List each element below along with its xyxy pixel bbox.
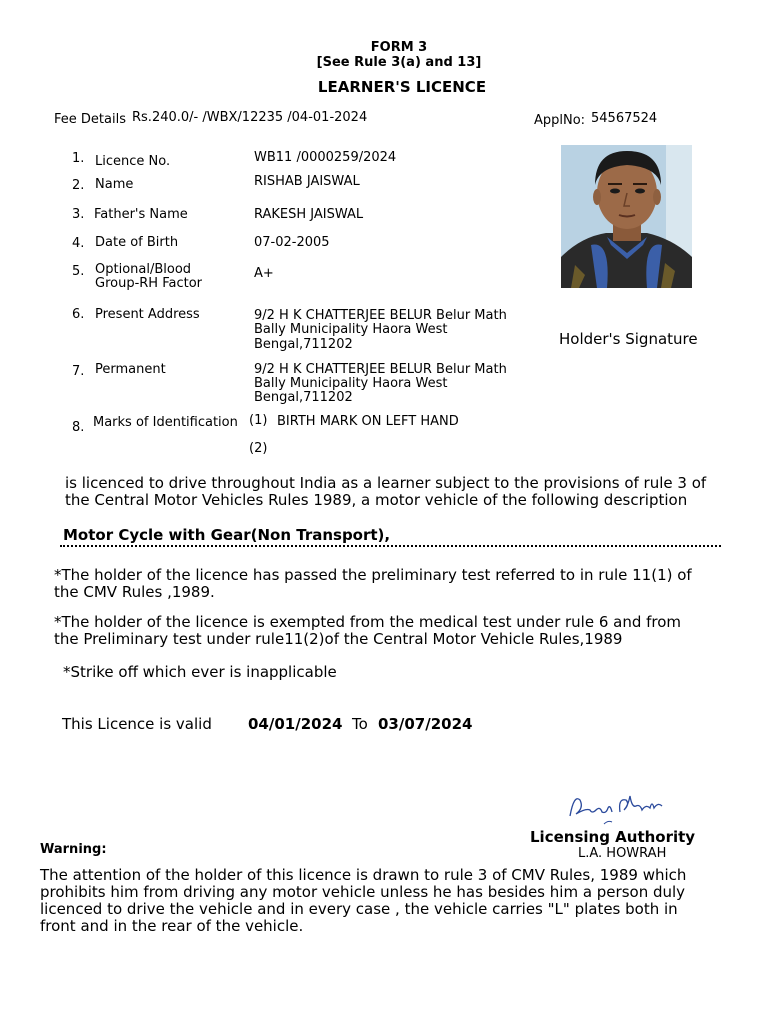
licence-no-label: Licence No. xyxy=(95,154,171,169)
mark-index-2: (2) xyxy=(249,441,268,456)
vehicle-class: Motor Cycle with Gear(Non Transport), xyxy=(63,526,391,544)
validity-label: This Licence is valid xyxy=(62,715,212,733)
body-line-2: the Central Motor Vehicles Rules 1989, a motor vehicle of the following description xyxy=(65,491,688,509)
field-number: 1. xyxy=(72,151,85,166)
dotted-rule xyxy=(60,545,721,547)
mark-index-1: (1) xyxy=(249,413,268,428)
appl-no-value: 54567524 xyxy=(591,111,658,126)
dob-label: Date of Birth xyxy=(95,235,179,250)
note-2-line-2: the Preliminary test under rule11(2)of the Central Motor Vehicle Rules,1989 xyxy=(54,630,623,648)
field-number: 4. xyxy=(72,236,85,251)
licensing-authority-title: Licensing Authority xyxy=(530,828,696,846)
field-number: 6. xyxy=(72,307,85,322)
form-number: FORM 3 xyxy=(370,40,428,55)
present-address-line: 9/2 H K CHATTERJEE BELUR Belur Math xyxy=(254,308,507,323)
name-value: RISHAB JAISWAL xyxy=(254,174,360,189)
note-1-line-2: the CMV Rules ,1989. xyxy=(54,583,215,601)
present-address-line: Bengal,711202 xyxy=(254,337,353,352)
blood-group-value: A+ xyxy=(254,266,274,281)
appl-no-label: ApplNo: xyxy=(534,113,586,128)
form-title: LEARNER'S LICENCE xyxy=(317,78,487,96)
form-rule-ref: [See Rule 3(a) and 13] xyxy=(316,55,482,70)
warning-line: licenced to drive the vehicle and in every case , the vehicle carries "L" plates both in xyxy=(40,900,678,918)
validity-from: 04/01/2024 xyxy=(248,715,343,733)
fee-details-label: Fee Details xyxy=(54,112,126,127)
blood-group-label-line1: Optional/Blood xyxy=(95,262,192,277)
blood-group-label-line2: Group-RH Factor xyxy=(95,276,203,291)
permanent-address-line: 9/2 H K CHATTERJEE BELUR Belur Math xyxy=(254,362,507,377)
fathers-name-value: RAKESH JAISWAL xyxy=(254,207,364,222)
permanent-address-label: Permanent xyxy=(95,362,166,377)
authority-signature xyxy=(566,790,666,826)
warning-line: The attention of the holder of this licence is drawn to rule 3 of CMV Rules, 1989 which xyxy=(40,866,687,884)
mark-text-1: BIRTH MARK ON LEFT HAND xyxy=(277,414,459,429)
holder-signature-label: Holder's Signature xyxy=(559,330,698,348)
warning-line: front and in the rear of the vehicle. xyxy=(40,917,304,935)
licence-no-value: WB11 /0000259/2024 xyxy=(254,150,397,165)
warning-line: prohibits him from driving any motor vehicle unless he has besides him a person duly xyxy=(40,883,686,901)
permanent-address-line: Bengal,711202 xyxy=(254,390,353,405)
note-1-line-1: *The holder of the licence has passed the preliminary test referred to in rule 11(1) of xyxy=(54,566,692,584)
present-address-label: Present Address xyxy=(95,307,200,322)
field-number: 2. xyxy=(72,178,85,193)
validity-to: 03/07/2024 xyxy=(378,715,473,733)
permanent-address-line: Bally Municipality Haora West xyxy=(254,376,448,391)
validity-to-label: To xyxy=(352,715,368,733)
field-number: 3. xyxy=(72,207,85,222)
note-2-line-1: *The holder of the licence is exempted from the medical test under rule 6 and from xyxy=(54,613,682,631)
strike-note: *Strike off which ever is inapplicable xyxy=(63,663,337,681)
fee-details-value: Rs.240.0/- /WBX/12235 /04-01-2024 xyxy=(132,110,368,125)
body-line-1: is licenced to drive throughout India as a learner subject to the provisions of rule 3 of xyxy=(65,474,707,492)
licensing-authority-office: L.A. HOWRAH xyxy=(578,846,667,861)
warning-label: Warning: xyxy=(40,842,107,857)
field-number: 8. xyxy=(72,420,85,435)
present-address-line: Bally Municipality Haora West xyxy=(254,322,448,337)
name-label: Name xyxy=(95,177,134,192)
holder-photo xyxy=(561,145,692,288)
fathers-name-label: Father's Name xyxy=(94,207,188,222)
field-number: 5. xyxy=(72,264,85,279)
dob-value: 07-02-2005 xyxy=(254,235,330,250)
field-number: 7. xyxy=(72,364,85,379)
marks-label: Marks of Identification xyxy=(93,415,238,430)
